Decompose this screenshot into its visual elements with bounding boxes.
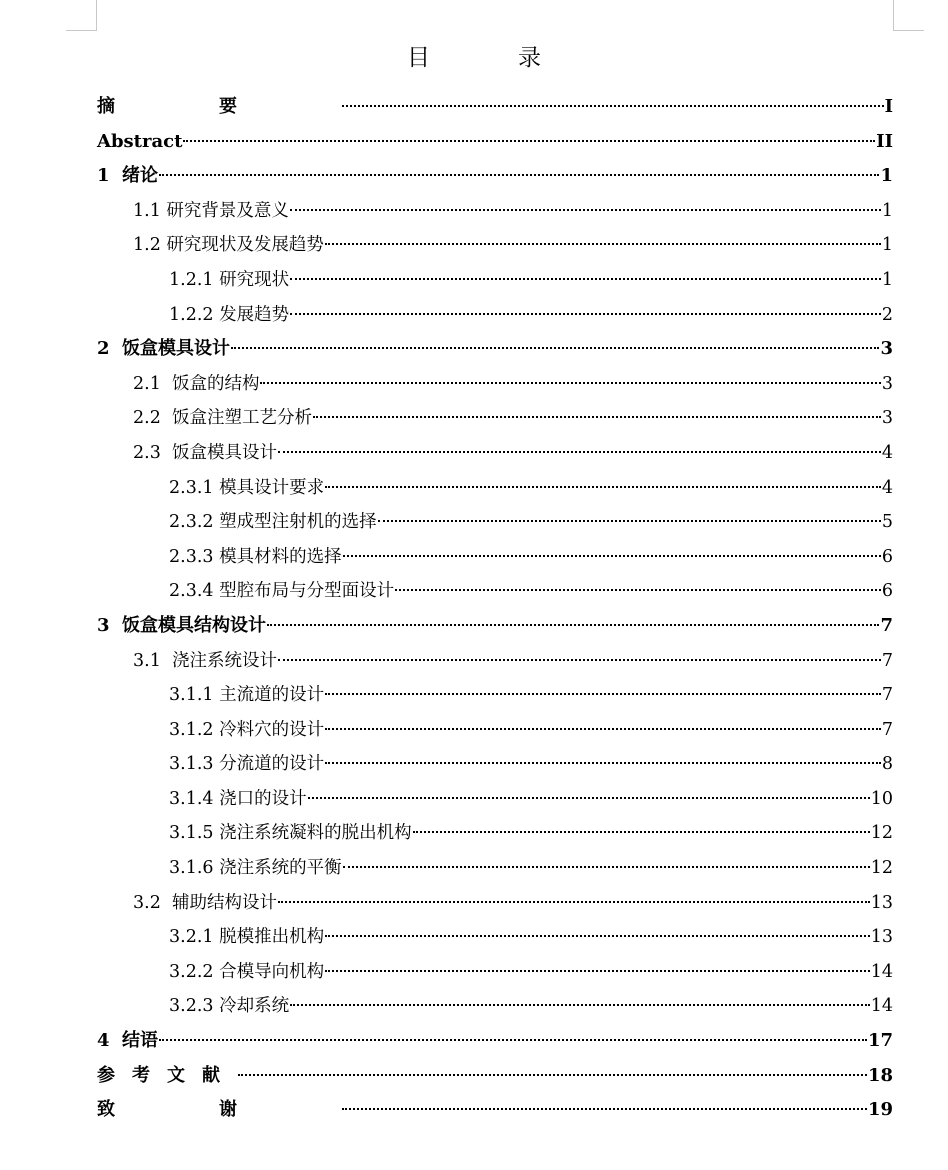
toc-entry[interactable] <box>97 816 893 851</box>
toc-page-number: I <box>884 96 893 117</box>
toc-page-number: 7 <box>880 614 893 636</box>
toc-entry[interactable] <box>97 125 893 160</box>
toc-dot-leader <box>278 901 870 903</box>
toc-entry[interactable] <box>97 1059 893 1094</box>
toc-dot-leader <box>278 659 881 661</box>
toc-entry-label: 2.2 饭盒注塑工艺分析 <box>133 408 312 429</box>
toc-page-number: 14 <box>870 961 893 982</box>
page-corner-mark-left <box>66 0 97 31</box>
toc-page-number: 5 <box>881 512 893 533</box>
toc-entry-label: 4 结语 <box>97 1030 159 1052</box>
toc-entry[interactable] <box>97 471 893 506</box>
toc-entry-label: 3.2 辅助结构设计 <box>133 892 277 913</box>
toc-entry-label: 参考文献 <box>97 1064 237 1086</box>
toc-entry[interactable] <box>97 1024 893 1059</box>
toc-dot-leader <box>378 520 881 522</box>
toc-page-number: 1 <box>881 235 893 256</box>
toc-entry[interactable] <box>97 713 893 748</box>
toc-page-number: 8 <box>881 754 893 775</box>
toc-entry-label: 2.1 饭盒的结构 <box>133 373 260 394</box>
toc-dot-leader <box>159 1039 867 1041</box>
toc-dot-leader <box>325 970 870 972</box>
toc-entry[interactable] <box>97 263 893 298</box>
toc-entry-label: 3.1.3 分流道的设计 <box>169 754 325 775</box>
toc-entry-label: Abstract <box>97 130 183 152</box>
toc-entry-label: 2 饭盒模具设计 <box>97 338 231 360</box>
toc-dot-leader <box>325 486 881 488</box>
toc-page-number: 12 <box>870 858 893 879</box>
toc-entry-label: 3.2.1 脱模推出机构 <box>169 927 325 948</box>
toc-entry[interactable] <box>97 332 893 367</box>
toc-dot-leader <box>342 1108 867 1110</box>
toc-entry-label: 3.1.2 冷料穴的设计 <box>169 719 325 740</box>
toc-entry-label: 致谢 <box>97 1099 341 1121</box>
toc-entry[interactable] <box>97 782 893 817</box>
toc-entry-label: 2.3.4 型腔布局与分型面设计 <box>169 581 395 602</box>
toc-page-number: 17 <box>867 1030 893 1052</box>
toc-entry[interactable] <box>97 436 893 471</box>
toc-entry-label: 摘要 <box>97 96 341 117</box>
toc-entry[interactable] <box>97 1093 893 1128</box>
toc-dot-leader <box>413 831 870 833</box>
toc-entry-label: 3.1.1 主流道的设计 <box>169 685 325 706</box>
toc-entry[interactable] <box>97 989 893 1024</box>
toc-page-number: 7 <box>881 685 893 706</box>
toc-dot-leader <box>159 174 879 176</box>
toc-page-number: 4 <box>881 477 893 498</box>
toc-entry[interactable] <box>97 886 893 921</box>
toc-dot-leader <box>325 728 881 730</box>
toc-page-number: 2 <box>881 304 893 325</box>
toc-dot-leader <box>231 347 879 349</box>
toc-entry-label: 1 绪论 <box>97 165 159 187</box>
page-corner-mark-right <box>893 0 924 31</box>
toc-entry[interactable] <box>97 401 893 436</box>
toc-entry-label: 3.1.6 浇注系统的平衡 <box>169 858 342 879</box>
toc-entry-label: 1.2.1 研究现状 <box>169 269 290 290</box>
toc-page-number: 6 <box>881 546 893 567</box>
toc-page-number: 3 <box>881 408 893 429</box>
toc-dot-leader <box>342 105 884 107</box>
toc-page-number: 18 <box>867 1064 893 1086</box>
toc-page-number: 14 <box>870 996 893 1017</box>
toc-entry-label: 1.2.2 发展趋势 <box>169 304 290 325</box>
toc-entry-label: 1.2 研究现状及发展趋势 <box>133 235 324 256</box>
toc-entry-label: 2.3.2 塑成型注射机的选择 <box>169 512 377 533</box>
toc-entry[interactable] <box>97 920 893 955</box>
toc-dot-leader <box>290 1004 870 1006</box>
toc-dot-leader <box>238 1074 867 1076</box>
toc-entry[interactable] <box>97 574 893 609</box>
toc-dot-leader <box>325 762 881 764</box>
toc-entry-label: 3.1.5 浇注系统凝料的脱出机构 <box>169 823 412 844</box>
toc-entry-label: 2.3.3 模具材料的选择 <box>169 546 342 567</box>
toc-page-number: 7 <box>881 719 893 740</box>
toc-entry[interactable] <box>97 540 893 575</box>
toc-entry-label: 2.3 饭盒模具设计 <box>133 442 277 463</box>
toc-entry[interactable] <box>97 228 893 263</box>
toc-entry[interactable] <box>97 678 893 713</box>
toc-entry[interactable] <box>97 90 893 125</box>
toc-page-number: II <box>876 130 893 152</box>
table-of-contents <box>97 90 893 1128</box>
toc-entry[interactable] <box>97 644 893 679</box>
toc-page-number: 3 <box>881 373 893 394</box>
toc-dot-leader <box>290 313 881 315</box>
toc-entry[interactable] <box>97 159 893 194</box>
toc-entry[interactable] <box>97 505 893 540</box>
toc-entry[interactable] <box>97 367 893 402</box>
toc-dot-leader <box>343 866 870 868</box>
toc-page-number: 13 <box>870 892 893 913</box>
toc-dot-leader <box>308 797 870 799</box>
toc-page-number: 12 <box>870 823 893 844</box>
toc-entry[interactable] <box>97 609 893 644</box>
toc-page-number: 19 <box>867 1099 893 1121</box>
toc-dot-leader <box>260 382 880 384</box>
toc-entry[interactable] <box>97 851 893 886</box>
toc-page-number: 4 <box>881 442 893 463</box>
toc-dot-leader <box>343 555 881 557</box>
toc-entry-label: 1.1 研究背景及意义 <box>133 200 289 221</box>
toc-entry-label: 3.2.3 冷却系统 <box>169 996 290 1017</box>
toc-dot-leader <box>278 451 881 453</box>
toc-page-number: 3 <box>880 338 893 360</box>
toc-dot-leader <box>325 243 881 245</box>
toc-dot-leader <box>290 278 881 280</box>
toc-dot-leader <box>325 693 881 695</box>
toc-page-number: 10 <box>870 788 893 809</box>
toc-entry-label: 2.3.1 模具设计要求 <box>169 477 325 498</box>
toc-entry-label: 3 饭盒模具结构设计 <box>97 614 267 636</box>
toc-page-number: 1 <box>881 200 893 221</box>
toc-entry-label: 3.1.4 浇口的设计 <box>169 788 307 809</box>
toc-page-number: 7 <box>881 650 893 671</box>
toc-page-number: 13 <box>870 927 893 948</box>
toc-entry[interactable] <box>97 747 893 782</box>
toc-dot-leader <box>325 935 870 937</box>
toc-dot-leader <box>183 140 875 142</box>
toc-dot-leader <box>267 624 879 626</box>
toc-entry[interactable] <box>97 298 893 333</box>
toc-dot-leader <box>395 589 881 591</box>
toc-entry-label: 3.1 浇注系统设计 <box>133 650 277 671</box>
toc-dot-leader <box>290 209 881 211</box>
toc-dot-leader <box>313 416 881 418</box>
toc-page-number: 6 <box>881 581 893 602</box>
toc-page-number: 1 <box>881 269 893 290</box>
toc-entry[interactable] <box>97 194 893 229</box>
toc-page-number: 1 <box>880 165 893 187</box>
toc-entry[interactable] <box>97 955 893 990</box>
toc-title: 目录 <box>407 45 629 71</box>
toc-entry-label: 3.2.2 合模导向机构 <box>169 961 325 982</box>
